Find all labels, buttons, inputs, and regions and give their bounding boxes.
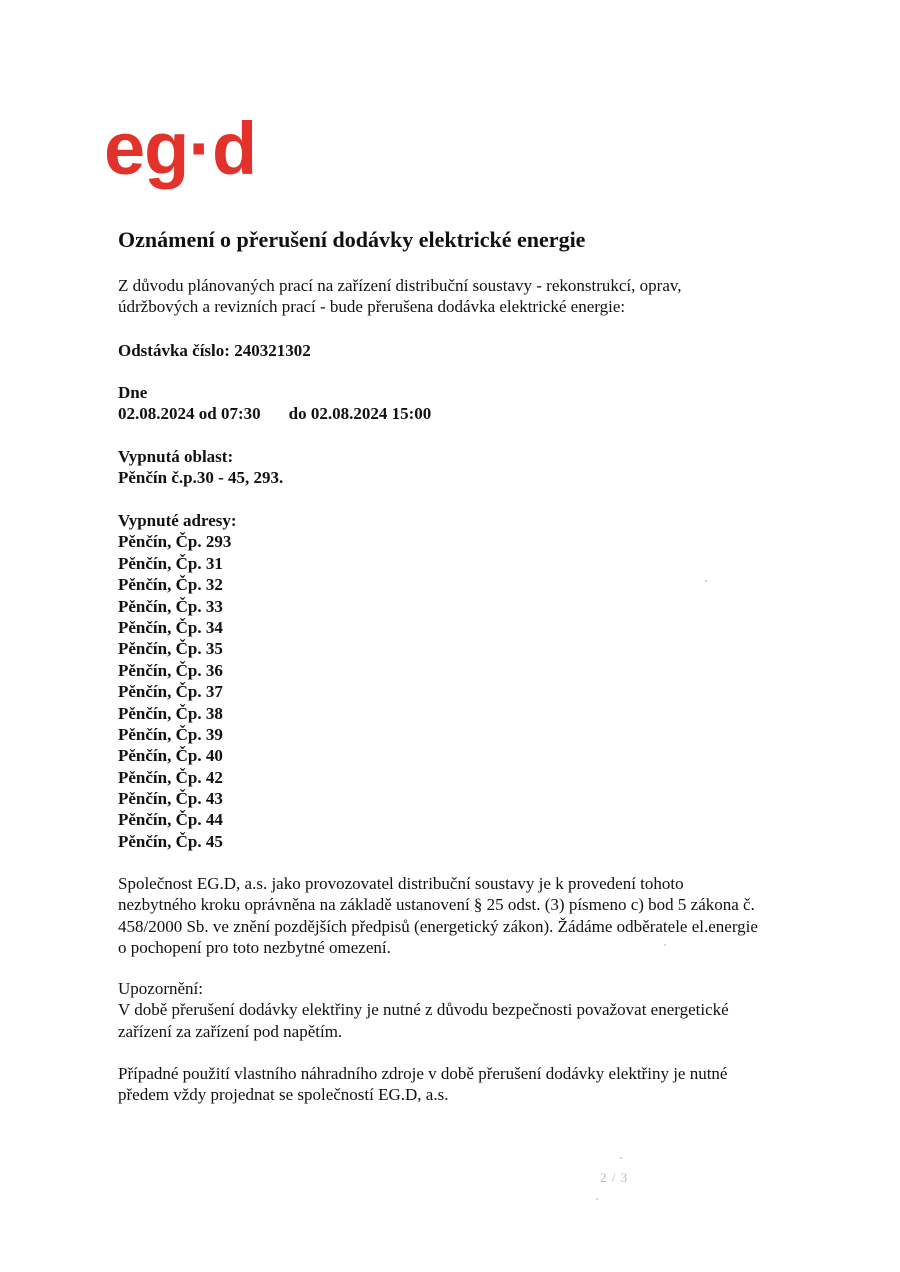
address-item: Pěnčín, Čp. 37 xyxy=(118,682,223,702)
address-item: Pěnčín, Čp. 31 xyxy=(118,553,223,573)
address-item: Pěnčín, Čp. 35 xyxy=(118,639,223,659)
page-number: 2 / 3 xyxy=(600,1170,629,1185)
legal-line: 458/2000 Sb. ve znění pozdějších předpisů (energetický zákon). Žádáme odběratele el.energie xyxy=(118,916,758,936)
address-item: Pěnčín, Čp. 38 xyxy=(118,703,223,723)
scan-speck xyxy=(620,1157,622,1159)
page-title: Oznámení o přerušení dodávky elektrické energie xyxy=(118,227,586,252)
address-item: Pěnčín, Čp. 44 xyxy=(118,810,223,830)
address-item: Pěnčín, Čp. 39 xyxy=(118,724,223,744)
outage-number-label: Odstávka číslo: xyxy=(118,341,230,360)
scan-speck xyxy=(664,944,666,946)
backup-line: Případné použití vlastního náhradního zdroje v době přerušení dodávky elektřiny je nutné xyxy=(118,1064,728,1083)
backup-line: předem vždy projednat se společností EG.D, a.s. xyxy=(118,1085,449,1105)
scan-speck xyxy=(705,580,707,582)
outage-area xyxy=(118,446,808,489)
address-item: Pěnčín, Čp. 36 xyxy=(118,660,223,680)
address-item: Pěnčín, Čp. 40 xyxy=(118,746,223,766)
warning-line: V době přerušení dodávky elektřiny je nutné z důvodu bezpečnosti považovat energetické xyxy=(118,1000,729,1020)
legal-line: Společnost EG.D, a.s. jako provozovatel distribuční soustavy je k provedení tohoto xyxy=(118,874,684,893)
address-item: Pěnčín, Čp. 34 xyxy=(118,617,223,637)
legal-line: nezbytného kroku oprávněna na základě ustanovení § 25 odst. (3) písmeno c) bod 5 zákona č. xyxy=(118,895,755,915)
warning-paragraph xyxy=(118,978,808,1042)
address-item: Pěnčín, Čp. 32 xyxy=(118,575,223,595)
intro-line: Z důvodu plánovaných prací na zařízení distribuční soustavy - rekonstrukcí, oprav, xyxy=(118,276,682,295)
outage-addresses xyxy=(118,510,808,852)
date-label: Dne xyxy=(118,383,148,402)
legal-paragraph xyxy=(118,873,808,959)
outage-date xyxy=(118,382,808,425)
intro-line: údržbových a revizních prací - bude přerušena dodávka elektrické energie: xyxy=(118,297,626,317)
area-label: Vypnutá oblast: xyxy=(118,447,234,466)
intro-paragraph xyxy=(118,275,808,318)
egd-logo: eg·d xyxy=(104,107,257,190)
legal-line: o pochopení pro toto nezbytné omezení. xyxy=(118,938,391,958)
warning-label: Upozornění: xyxy=(118,979,203,998)
outage-number-value: 240321302 xyxy=(234,341,311,360)
address-item: Pěnčín, Čp. 43 xyxy=(118,789,223,809)
address-item: Pěnčín, Čp. 42 xyxy=(118,767,223,787)
area-value: Pěnčín č.p.30 - 45, 293. xyxy=(118,468,284,488)
outage-number xyxy=(118,340,808,361)
date-from: 02.08.2024 od 07:30 xyxy=(118,404,261,424)
date-to: do 02.08.2024 15:00 xyxy=(288,404,432,424)
warning-line: zařízení za zařízení pod napětím. xyxy=(118,1021,343,1041)
address-item: Pěnčín, Čp. 45 xyxy=(118,831,223,851)
address-item: Pěnčín, Čp. 33 xyxy=(118,596,223,616)
address-item: Pěnčín, Čp. 293 xyxy=(118,532,232,552)
scan-speck xyxy=(596,1198,598,1200)
backup-source-paragraph xyxy=(118,1063,808,1106)
addresses-label: Vypnuté adresy: xyxy=(118,511,237,530)
